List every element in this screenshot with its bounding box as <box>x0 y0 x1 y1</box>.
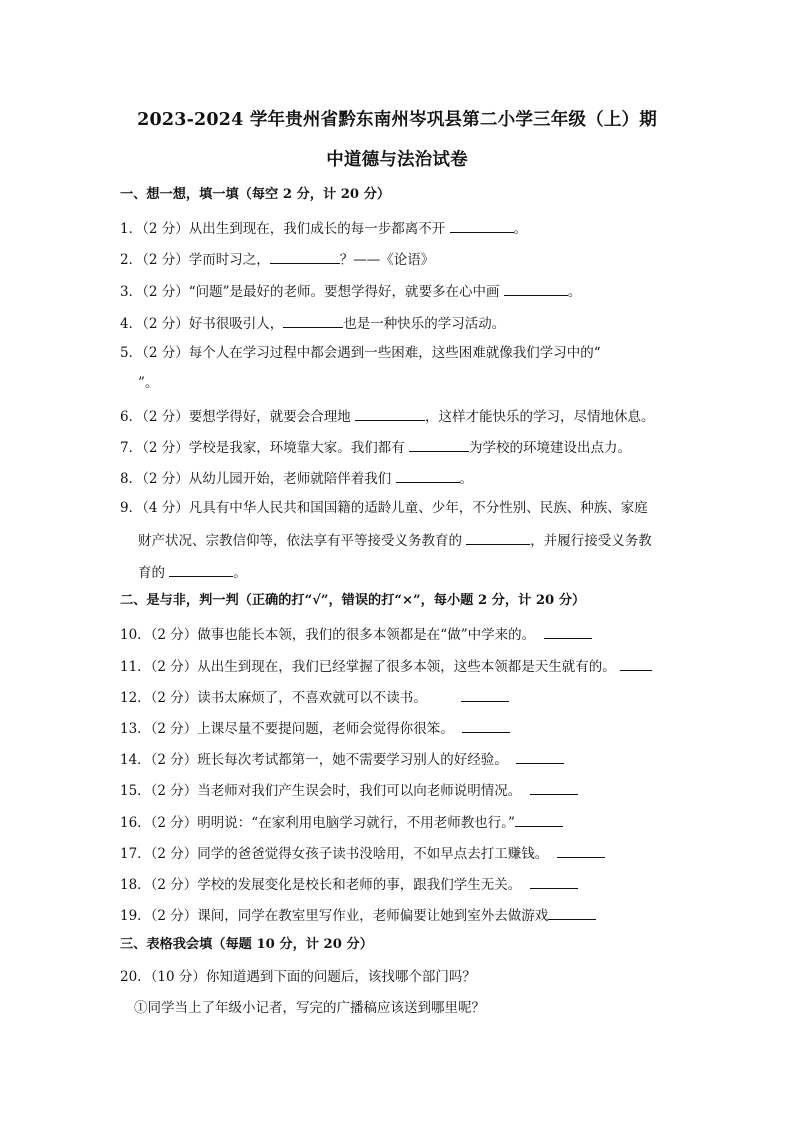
q6-text: 6．（2 分）要想学得好，就要会合理地 <box>120 409 356 425</box>
q9-line3-tail: 。 <box>233 565 247 581</box>
section2-heading: 二、是与非，判一判（正确的打“√”，错误的打“×”，每小题 2 分，计 20 分） <box>120 593 586 608</box>
section1-heading: 一、想一想，填一填（每空 2 分，计 20 分） <box>120 187 391 202</box>
q1-blank[interactable] <box>450 218 514 233</box>
q1-tail: 。 <box>513 221 528 237</box>
q9-line2-tail: ，并履行接受义务教 <box>530 533 652 549</box>
q15-answer-blank[interactable] <box>530 780 578 795</box>
q4-text: 4．（2 分）好书很吸引人， <box>120 316 284 332</box>
q11-answer-blank[interactable] <box>620 656 652 671</box>
q17-text: 17．（2 分）同学的爸爸觉得女孩子读书没啥用，不如早点去打工赚钱。 <box>120 846 549 862</box>
q16-text: 16．（2 分）明明说：“在家利用电脑学习就行，不用老师教也行。” <box>120 815 515 831</box>
q9-line2-text: 财产状况、宗教信仰等，依法享有平等接受义务教育的 <box>138 533 467 549</box>
q11-text: 11．（2 分）从出生到现在，我们已经掌握了很多本领，这些本领都是天生就有的。 <box>120 659 616 675</box>
q12-text: 12．（2 分）读书太麻烦了，不喜欢就可以不读书。 <box>120 690 427 706</box>
q2-blank[interactable] <box>270 249 340 264</box>
q12-answer-blank[interactable] <box>461 687 509 702</box>
question-4 <box>120 313 680 333</box>
q2-tail: ？——《论语》 <box>339 252 435 268</box>
q7-blank[interactable] <box>409 437 469 452</box>
q10-answer-blank[interactable] <box>544 624 592 639</box>
question-17 <box>120 843 680 863</box>
q15-text: 15．（2 分）当老师对我们产生误会时，我们可以向老师说明情况。 <box>120 783 522 799</box>
question-13 <box>120 718 680 738</box>
q4-blank[interactable] <box>283 313 343 328</box>
q13-text: 13．（2 分）上课尽量不要提问题，老师会觉得你很笨。 <box>120 721 454 737</box>
question-5-line1: 5．（2 分）每个人在学习过程中都会遇到一些困难，这些困难就像我们学习中的“ <box>120 345 601 361</box>
question-5-line2: ”。 <box>138 375 159 391</box>
q9-blank-2[interactable] <box>169 562 233 577</box>
q13-answer-blank[interactable] <box>462 718 510 733</box>
question-10 <box>120 624 680 644</box>
q7-text: 7．（2 分）学校是我家，环境靠大家。我们都有 <box>120 440 410 456</box>
q9-line3-text: 育的 <box>138 565 170 581</box>
q9-blank-1[interactable] <box>466 530 530 545</box>
q14-answer-blank[interactable] <box>516 749 564 764</box>
q17-answer-blank[interactable] <box>557 843 605 858</box>
question-19 <box>120 905 680 925</box>
q19-text: 19．（2 分）课间，同学在教室里写作业，老师偏要让她到室外去做游戏 <box>120 908 549 924</box>
question-14 <box>120 749 680 769</box>
exam-title-line2: 中道德与法治试卷 <box>326 150 468 170</box>
q8-text: 8．（2 分）从幼儿园开始，老师就陪伴着我们 <box>120 471 396 487</box>
question-9-line3 <box>138 562 698 582</box>
q16-answer-blank[interactable] <box>515 812 563 827</box>
q1-text: 1．（2 分）从出生到现在，我们成长的每一步都离不开 <box>120 221 450 237</box>
q2-text: 2．（2 分）学而时习之， <box>120 252 270 268</box>
question-8 <box>120 468 680 488</box>
q7-tail: 为学校的环境建设出点力。 <box>469 440 632 456</box>
question-9-line2 <box>138 530 698 550</box>
question-15 <box>120 780 680 800</box>
q10-text: 10．（2 分）做事也能长本领，我们的很多本领都是在“做”中学来的。 <box>120 627 536 643</box>
q19-answer-blank[interactable] <box>548 905 596 920</box>
q14-text: 14．（2 分）班长每次考试都第一，她不需要学习别人的好经验。 <box>120 752 508 768</box>
section3-heading: 三、表格我会填（每题 10 分，计 20 分） <box>120 937 373 952</box>
question-18 <box>120 874 680 894</box>
q4-tail: 也是一种快乐的学习活动。 <box>343 316 506 332</box>
question-20-sub1: ①同学当上了年级小记者，写完的广播稿应该送到哪里呢？ <box>134 1000 485 1016</box>
q8-tail: 。 <box>459 471 474 487</box>
question-11 <box>120 656 680 676</box>
q6-blank[interactable] <box>355 406 425 421</box>
question-6 <box>120 406 680 426</box>
q18-answer-blank[interactable] <box>530 874 578 889</box>
q3-blank[interactable] <box>504 281 568 296</box>
q3-text: 3．（2 分）“问题”是最好的老师。要想学得好，就要多在心中画 <box>120 284 504 300</box>
q6-tail: ，这样才能快乐的学习，尽情地休息。 <box>425 409 655 425</box>
exam-title-line1: 2023-2024 学年贵州省黔东南州岑巩县第二小学三年级（上）期 <box>137 110 657 130</box>
question-2 <box>120 249 680 269</box>
question-16 <box>120 812 680 832</box>
q18-text: 18．（2 分）学校的发展变化是校长和老师的事，跟我们学生无关。 <box>120 877 522 893</box>
question-12 <box>120 687 680 707</box>
question-3 <box>120 281 680 301</box>
q8-blank[interactable] <box>396 468 460 483</box>
q3-tail: 。 <box>567 284 582 300</box>
question-7 <box>120 437 680 457</box>
question-9-line1: 9．（4 分）凡具有中华人民共和国国籍的适龄儿童、少年，不分性别、民族、种族、家庭 <box>120 500 648 516</box>
question-1 <box>120 218 680 238</box>
question-20: 20．（10 分）你知道遇到下面的问题后，该找哪个部门吗？ <box>120 969 476 985</box>
